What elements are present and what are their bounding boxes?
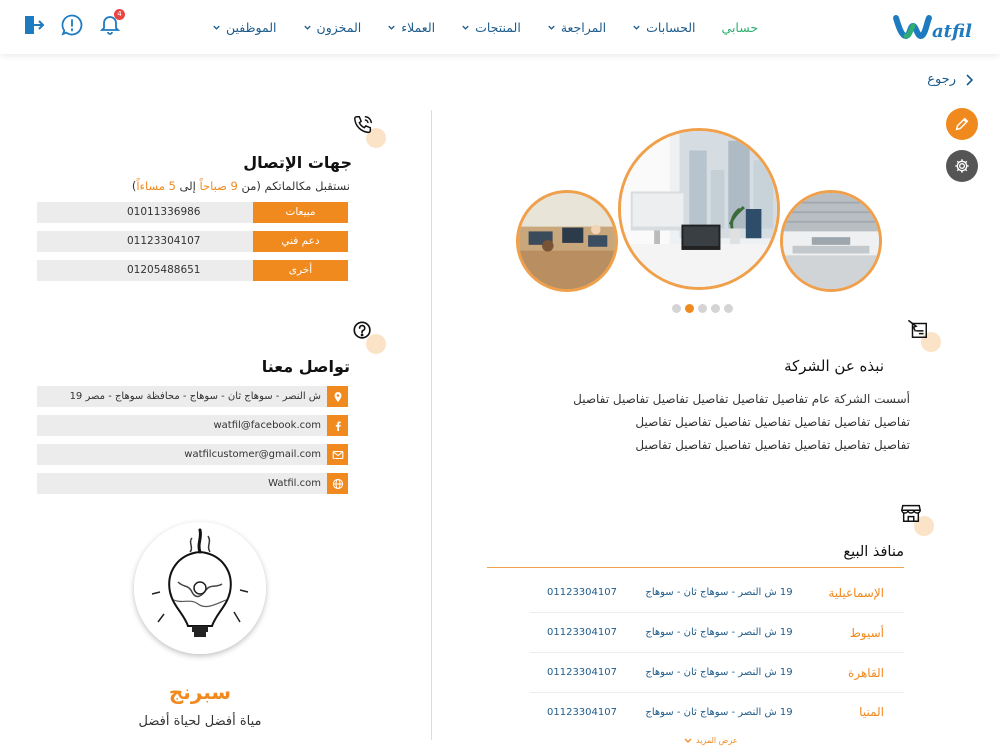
carousel-dots — [672, 304, 733, 313]
svg-text:atfil: atfil — [932, 21, 972, 42]
email-text[interactable]: watfilcustomer@gmail.com — [37, 444, 327, 465]
store-address: 19 ش النصر - سوهاج ثان - سوهاج — [645, 667, 793, 678]
brand-name: سبرنج — [168, 680, 232, 704]
mail-icon — [332, 449, 344, 461]
about-line: تفاصيل تفاصيل تفاصيل تفاصيل تفاصيل تفاصيل تفاصيل — [635, 415, 910, 429]
facebook-text[interactable]: watfil@facebook.com — [37, 415, 327, 436]
show-more-link[interactable] — [684, 736, 738, 745]
store-address: 19 ش النصر - سوهاج ثان - سوهاج — [645, 587, 793, 598]
hours-mid: إلى — [179, 179, 196, 193]
brand-slogan: مياة أفضل لحياة أفضل — [138, 714, 262, 729]
phone-label: مبيعات — [253, 202, 348, 223]
chevron-down-icon — [632, 23, 641, 32]
phone-number[interactable]: 01123304107 — [37, 231, 253, 252]
about-text — [480, 388, 910, 457]
carousel-slide-main[interactable] — [618, 128, 780, 290]
website-text[interactable]: Watfil.com — [37, 473, 327, 494]
stores-title: منافذ البيع — [843, 544, 904, 560]
email-row — [37, 444, 348, 465]
column-divider — [431, 110, 432, 740]
nav-my-account[interactable] — [722, 20, 759, 35]
store-row — [530, 692, 904, 732]
nav-products[interactable] — [461, 20, 521, 35]
contacts-title: جهات الإتصال — [243, 153, 352, 172]
location-pin-icon — [332, 391, 344, 403]
stores-section-icon — [900, 502, 930, 532]
phone-label: أخرى — [253, 260, 348, 281]
store-city[interactable]: المنيا — [859, 705, 884, 719]
pencil-icon — [953, 115, 971, 133]
store-phone: 01123304107 — [547, 667, 617, 678]
reach-title: تواصل معنا — [261, 357, 350, 376]
address-text: 19 ش النصر - سوهاج ثان - سوهاج - محافظة سوهاج - مصر — [37, 386, 327, 407]
store-row — [530, 573, 904, 613]
carousel-dot[interactable] — [685, 304, 694, 313]
phone-icon — [352, 114, 374, 136]
nav-label: الموظفين — [226, 19, 277, 35]
header-actions — [22, 10, 122, 37]
nav-accounts[interactable] — [632, 20, 695, 35]
nav-label: حسابي — [721, 19, 759, 35]
store-phone: 01123304107 — [547, 627, 617, 638]
carousel-dot[interactable] — [724, 304, 733, 313]
contacts-section-icon — [352, 114, 382, 144]
back-label: رجوع — [927, 72, 956, 87]
store-phone: 01123304107 — [547, 706, 617, 718]
brand-image — [134, 522, 266, 654]
nav-review[interactable] — [547, 20, 606, 35]
website-row — [37, 473, 348, 494]
carousel-slide-left[interactable] — [516, 190, 618, 292]
notification-badge: 4 — [114, 9, 125, 20]
chevron-down-icon — [303, 23, 312, 32]
about-line: أسست الشركة عام تفاصيل تفاصيل تفاصيل تفاصيل تفاصيل تفاصيل — [573, 392, 910, 406]
main-nav — [212, 0, 758, 54]
store-city[interactable]: الإسماعيلية — [828, 585, 884, 600]
watfil-logo[interactable] — [892, 10, 978, 46]
hours-start: 9 صباحاً — [199, 179, 238, 193]
store-city[interactable]: أسيوط — [849, 625, 884, 640]
address-row — [37, 386, 348, 407]
store-address: 19 ش النصر - سوهاج ثان - سوهاج — [645, 706, 793, 718]
call-hours — [132, 179, 350, 193]
nav-label: العملاء — [401, 19, 436, 35]
globe-icon — [332, 478, 344, 490]
chevron-right-icon — [964, 74, 974, 86]
hours-suffix: ) — [131, 179, 137, 193]
carousel-dot[interactable] — [711, 304, 720, 313]
carousel-dot[interactable] — [698, 304, 707, 313]
about-title: نبذه عن الشركة — [784, 357, 884, 375]
show-more-label: عرض المزيد — [696, 736, 738, 745]
reach-section-icon — [352, 320, 382, 350]
nav-label: المخزون — [316, 19, 362, 35]
office-carousel — [510, 120, 890, 300]
nav-label: الحسابات — [646, 19, 696, 35]
phone-number[interactable]: 01205488651 — [37, 260, 253, 281]
bell-icon[interactable] — [98, 10, 122, 37]
nav-label: المنتجات — [475, 19, 521, 35]
carousel-dot[interactable] — [672, 304, 681, 313]
stores-underline — [487, 567, 904, 568]
facebook-row — [37, 415, 348, 436]
settings-button[interactable] — [946, 150, 978, 182]
phone-row-sales — [37, 202, 348, 223]
hours-end: 5 مساءاً — [136, 179, 176, 193]
gear-icon — [953, 157, 971, 175]
about-line: تفاصيل تفاصيل تفاصيل تفاصيل تفاصيل تفاصيل تفاصيل — [635, 438, 910, 452]
store-address: 19 ش النصر - سوهاج ثان - سوهاج — [645, 627, 793, 638]
store-icon — [900, 502, 922, 524]
nav-employees[interactable] — [212, 20, 277, 35]
back-link[interactable] — [927, 72, 974, 87]
nav-clients[interactable] — [387, 20, 435, 35]
phone-label: دعم فني — [253, 231, 348, 252]
nav-label: المراجعة — [560, 19, 607, 35]
chevron-down-icon — [387, 23, 396, 32]
phone-number[interactable]: 01011336986 — [37, 202, 253, 223]
about-section-icon — [907, 318, 937, 348]
chevron-down-icon — [212, 23, 221, 32]
alert-icon[interactable] — [60, 13, 84, 37]
chevron-down-icon — [684, 738, 692, 744]
phone-row-other — [37, 260, 348, 281]
nav-inventory[interactable] — [303, 20, 362, 35]
facebook-icon — [332, 420, 344, 432]
logout-icon[interactable] — [22, 13, 46, 37]
hours-prefix: نستقبل مكالماتكم (من — [241, 179, 350, 193]
carousel-slide-right[interactable] — [780, 190, 882, 292]
question-icon — [352, 320, 374, 342]
phone-row-support — [37, 231, 348, 252]
chevron-down-icon — [547, 23, 556, 32]
edit-button[interactable] — [946, 108, 978, 140]
store-city[interactable]: القاهرة — [848, 665, 884, 680]
info-board-icon — [907, 318, 929, 340]
store-row — [530, 653, 904, 693]
chevron-down-icon — [461, 23, 470, 32]
store-row — [530, 613, 904, 653]
store-phone: 01123304107 — [547, 587, 617, 598]
top-header — [0, 0, 1000, 54]
